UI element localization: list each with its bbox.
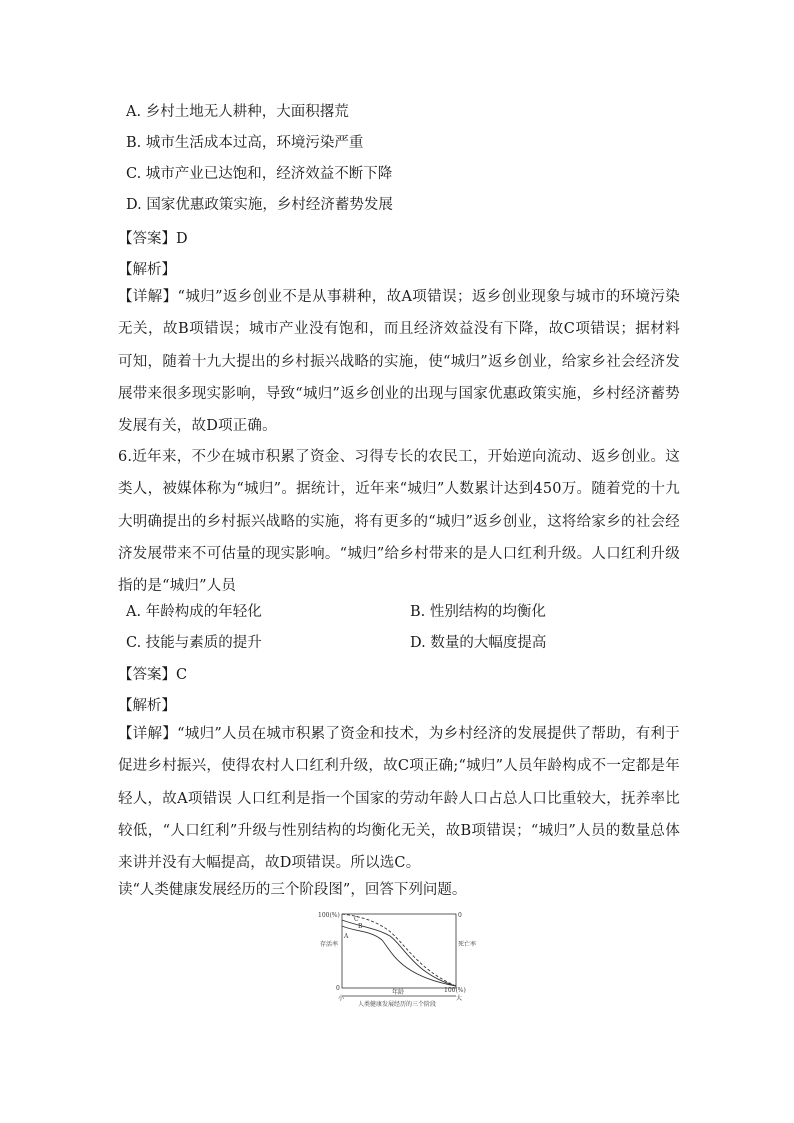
option-a-q6-text: A. 年龄构成的年轻化 <box>126 604 262 620</box>
option-b-q6-text: B. 性别结构的均衡化 <box>410 604 546 620</box>
curve-a <box>342 926 456 986</box>
option-b-q5: B. 城市生活成本过高，环境污染严重 <box>126 135 364 151</box>
option-c-q6-text: C. 技能与素质的提升 <box>126 635 262 651</box>
label-bottom-left: 0 <box>336 985 340 992</box>
option-a-q6 <box>126 602 546 622</box>
label-curve-c: C <box>354 916 359 923</box>
label-top-left: 100(%) <box>318 912 340 919</box>
option-c-q6 <box>126 633 547 653</box>
figure-caption: 人类健康发展经历的三个阶段 <box>358 1001 437 1008</box>
label-right-axis: 死亡率 <box>458 941 477 948</box>
label-curve-a: A <box>344 933 349 940</box>
health-stages-diagram <box>318 910 477 1010</box>
answer-q5: 【答案】D <box>118 231 188 247</box>
label-left-axis: 存活率 <box>320 941 339 948</box>
read-prompt: 读“人类健康发展经历的三个阶段图”，回答下列问题。 <box>118 882 467 898</box>
health-stages-figure <box>318 910 477 1010</box>
option-c-q5: C. 城市产业已达饱和，经济效益不断下降 <box>126 166 393 182</box>
label-bottom-right: 100(%) <box>444 987 466 994</box>
label-x-small: 小 <box>338 995 345 1002</box>
label-x-axis: 年龄 <box>392 989 405 996</box>
label-top-right: 0 <box>458 912 462 919</box>
label-curve-b: B <box>358 923 363 930</box>
detail-q5: 【详解】“城归”返乡创业不是从事耕种，故A项错误；返乡创业现象与城市的环境污染无关，故B项错误；城市产业没有饱和，而且经济效益没有下降，故C项错误；据材料可知，随着十九大提出的乡村振兴战略的实施，使“城归”返乡创业，给家乡社会经济发展带来很多现实影响，导致“城归”返乡创业的出现与国家优惠政策实施，乡村经济蓄势发展有关，故D项正确。 <box>118 289 680 435</box>
question-6: 6.近年来，不少在城市积累了资金、习得专长的农民工，开始逆向流动、返乡创业。这类人，被媒体称为“城归”。据统计，近年来“城归”人数累计达到450万。随着党的十九大明确提出的乡村振兴战略的实施，将有更多的“城归”返乡创业，这将给家乡的社会经济发展带来不可估量的现实影响。“城归”给乡村带来的是人口红利升级。人口红利升级指的是“城归”人员 <box>118 449 680 595</box>
analysis-label-q5: 【解析】 <box>118 262 176 278</box>
label-x-large: 大 <box>456 995 463 1002</box>
answer-q6: 【答案】C <box>118 667 188 683</box>
option-d-q6-text: D. 数量的大幅度提高 <box>410 635 547 651</box>
analysis-label-q6: 【解析】 <box>118 698 176 714</box>
option-a-q5: A. 乡村土地无人耕种，大面积撂荒 <box>126 104 349 120</box>
option-d-q5: D. 国家优惠政策实施，乡村经济蓄势发展 <box>126 197 393 213</box>
detail-q6: 【详解】“城归”人员在城市积累了资金和技术，为乡村经济的发展提供了帮助，有利于促进乡村振兴，使得农村人口红利升级，故C项正确;“城归”人员年龄构成不一定都是年轻人，故A项错误 人口红利是指一个国家的劳动年龄人口占总人口比重较大，抚养率比较低，“人口红利”升级与性别结构的均衡化无关，故B项错误；“城归”人员的数量总体来讲并没有大幅提高，故D项错误。所以选C。 <box>118 726 680 872</box>
